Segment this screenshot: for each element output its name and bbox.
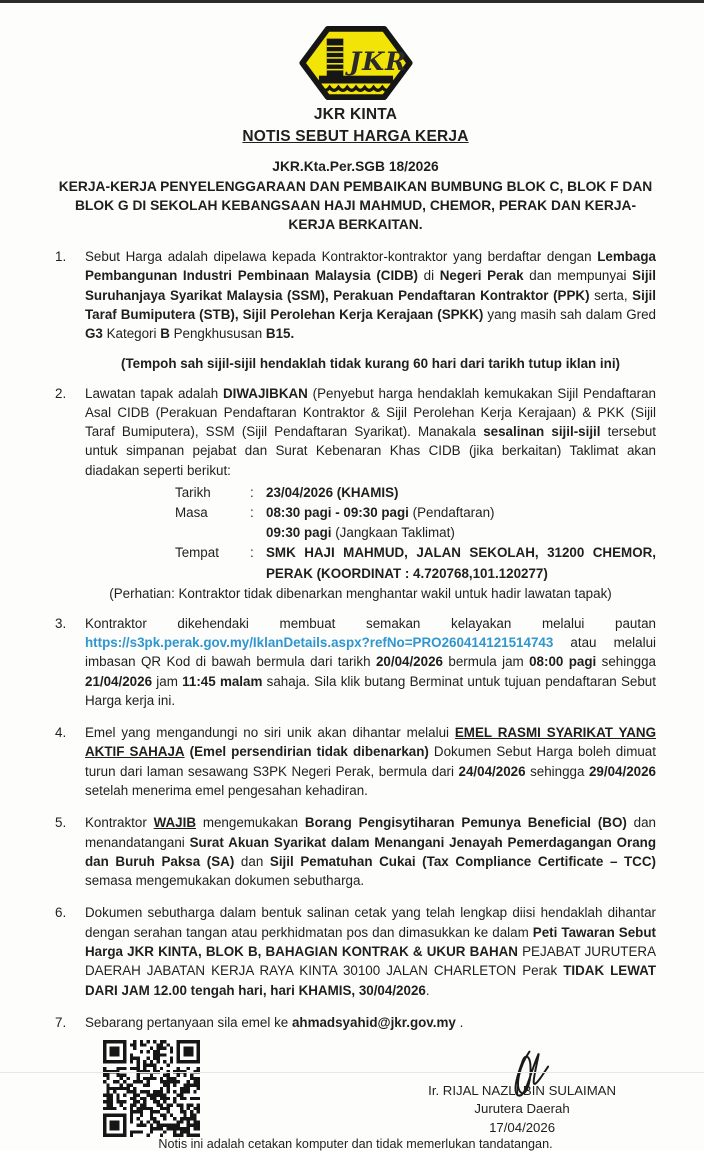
briefing-row-date — [175, 483, 656, 503]
text-run: (Pendaftaran) — [408, 505, 495, 521]
value-line — [266, 543, 656, 583]
clause-text — [85, 384, 656, 480]
text-run: 23/04/2026 (KHAMIS) — [266, 485, 399, 501]
clause-text — [85, 903, 656, 999]
row-separator: : — [250, 545, 254, 561]
site-visit-attention-note: (Perhatian: Kontraktor tidak dibenarkan menghantar wakil untuk hadir lawatan tapak) — [109, 585, 612, 601]
briefing-row-time — [175, 503, 656, 543]
text-run: Dokumen Sebut Harga boleh dimuat turun dari laman sesawang S3PK Negeri Perak, bermula dari — [85, 744, 656, 779]
row-label: Tarikh — [175, 485, 211, 501]
clause-number: 2. — [55, 385, 67, 401]
text-run: G3 — [85, 326, 103, 342]
row-separator: : — [250, 505, 254, 521]
clause-text — [85, 813, 656, 890]
computer-generated-note: Notis ini adalah cetakan komputer dan tidak memerlukan tandatangan. — [158, 1137, 553, 1151]
text-run: Emel yang mengandungi no siri unik akan dihantar melalui — [85, 725, 455, 741]
scan-edge-top — [0, 0, 704, 3]
row-value — [266, 503, 656, 543]
text-run: dan menandatangani — [85, 815, 656, 850]
text-run: 24/04/2026 — [458, 763, 526, 779]
text-run: sehingga — [596, 654, 657, 670]
text-run: setelah menerima emel pengesahan kehadiran. — [85, 782, 368, 798]
text-run: Sijil Pematuhan Cukai (Tax Compliance Certificate – TCC) — [269, 853, 656, 869]
text-run: Peti Tawaran Sebut Harga JKR KINTA, BLOK B, BAHAGIAN KONTRAK & UKUR BAHAN — [85, 924, 656, 960]
text-run: TIDAK LEWAT DARI JAM 12.00 tengah hari, hari KHAMIS, 30/04/2026 — [85, 963, 656, 998]
text-run: . — [455, 1014, 464, 1030]
clause-4 — [55, 723, 656, 800]
text-run: (Emel persendirian tidak dibenarkan) — [189, 744, 429, 760]
clause-number: 3. — [55, 615, 67, 631]
text-run: sahaja. Sila klik butang Berminat untuk tujuan pendaftaran Sebut Harga kerja ini. — [85, 673, 656, 708]
text-run: mengemukakan — [196, 815, 305, 831]
reference-number: JKR.Kta.Per.SGB 18/2026 — [272, 159, 439, 174]
text-run: Sebut Harga adalah dipelawa kepada Kontraktor-kontraktor yang berdaftar dengan — [85, 249, 598, 265]
text-run: atau melalui imbasan QR Kod di bawah bermula dari tarikh — [85, 634, 656, 670]
row-separator: : — [250, 485, 254, 501]
jkr-crest-icon — [297, 24, 415, 102]
clause-text — [85, 614, 656, 710]
document-header — [55, 24, 656, 234]
signature-block — [428, 1046, 626, 1137]
text-run: semasa mengemukakan dokumen sebutharga. — [85, 873, 365, 889]
clause-2 — [55, 384, 656, 480]
text-run: ahmadsyahid@jkr.gov.my — [291, 1014, 456, 1030]
clause-number: 4. — [55, 725, 67, 741]
text-run: serta, — [589, 287, 633, 303]
qualification-check-link[interactable]: https://s3pk.perak.gov.my/IklanDetails.aspx?refNo=PRO260414121514743 — [85, 634, 554, 650]
clause-number: 1. — [55, 249, 67, 265]
clause-number: 5. — [55, 815, 67, 831]
text-run: 09:30 pagi — [266, 525, 332, 541]
signatory-name: Ir. RIJAL NAZLI BIN SULAIMAN — [428, 1082, 616, 1098]
scan-edge-bottom — [0, 1072, 704, 1073]
value-line — [266, 483, 656, 503]
text-run: Negeri Perak — [439, 268, 524, 284]
text-run: Sijil Suruhanjaya Syarikat Malaysia (SSM), Perakuan Pendaftaran Kontraktor (PPK) — [85, 268, 656, 303]
certificate-validity-note: (Tempoh sah sijil-sijil hendaklah tidak kurang 60 hari dari tarikh tutup iklan ini) — [120, 355, 621, 371]
text-run: jam — [152, 673, 183, 689]
site-briefing-table — [175, 483, 656, 584]
text-run: Lawatan tapak adalah — [85, 385, 224, 401]
text-run: sesalinan sijil-sijil — [483, 424, 601, 440]
text-run: Borang Pengisytiharan Pemunya Beneficial (BO) — [304, 815, 627, 831]
text-run: Kontraktor dikehendaki membuat semakan kelayakan melalui pautan — [85, 615, 656, 631]
clause-number: 6. — [55, 905, 67, 921]
text-run: (Jangkaan Taklimat) — [331, 525, 455, 541]
qr-code-image — [103, 1040, 200, 1137]
text-run: Sebarang pertanyaan sila emel ke — [85, 1014, 292, 1030]
text-run: Sijil Taraf Bumiputera (STB), Sijil Perolehan Kerja Kerajaan (SPKK) — [85, 287, 656, 322]
notice-type-title: NOTIS SEBUT HARGA KERJA — [242, 128, 469, 145]
text-run: 08:00 pagi — [529, 654, 597, 670]
text-run: . — [425, 982, 430, 998]
value-line — [266, 503, 656, 523]
clause-1 — [55, 247, 656, 343]
value-line — [266, 523, 656, 543]
text-run: bermula jam — [442, 654, 530, 670]
text-run: 20/04/2026 — [375, 654, 443, 670]
organization-name: JKR KINTA — [313, 106, 398, 123]
briefing-row-venue — [175, 543, 656, 583]
text-run: Lembaga Pembangunan Industri Pembinaan Malaysia (CIDB) — [85, 249, 656, 284]
clause-text — [85, 247, 656, 343]
text-run: Kontraktor — [85, 815, 154, 831]
clause-7 — [55, 1013, 656, 1032]
text-run: 29/04/2026 — [588, 763, 656, 779]
text-run: dan mempunyai — [523, 268, 633, 284]
text-run: PEJABAT JURUTERA DAERAH JABATAN KERJA RAYA KINTA 30100 JALAN CHARLETON Perak — [85, 944, 657, 979]
row-label: Tempat — [175, 545, 219, 561]
text-run: dan — [234, 853, 270, 869]
signature-date: 17/04/2026 — [489, 1119, 556, 1135]
text-run: SMK HAJI MAHMUD, JALAN SEKOLAH, 31200 CHEMOR, PERAK (KOORDINAT : 4.720768,101.120277) — [266, 545, 656, 581]
text-run: 08:30 pagi - 09:30 pagi — [266, 505, 409, 521]
jkr-logo-icon — [55, 24, 656, 102]
text-run: 21/04/2026 — [85, 673, 153, 689]
qr-code-icon — [103, 1040, 200, 1137]
text-run: yang masih sah dalam Gred — [483, 306, 656, 322]
text-run: EMEL RASMI SYARIKAT YANG AKTIF SAHAJA — [85, 725, 656, 760]
text-run: Dokumen sebutharga dalam bentuk salinan cetak yang telah lengkap diisi hendaklah dihantar dengan serahan tangan atau perkhidmatan pos dan dimasukkan ke dalam — [85, 905, 656, 940]
text-run: Kategori — [102, 326, 161, 342]
text-run: di — [417, 268, 440, 284]
clause-text — [85, 1013, 656, 1032]
project-title: KERJA-KERJA PENYELENGGARAAN DAN PEMBAIKAN BUMBUNG BLOK C, BLOK F DAN BLOK G DI SEKOLAH KEBANGSAAN HAJI MAHMUD, CHEMOR, PERAK DAN KERJA-KERJA BERKAITAN. — [58, 179, 653, 233]
clause-3 — [55, 614, 656, 710]
text-run: B — [160, 326, 170, 342]
logo-text: JKR — [348, 45, 407, 76]
text-run: sehingga — [525, 763, 589, 779]
text-run: tersebut untuk simpanan pejabat dan Surat Kebenaran Khas CIDB (jika berkaitan) Taklimat akan diadakan seperti berikut: — [85, 424, 656, 478]
clause-number: 7. — [55, 1014, 67, 1030]
signatory-title: Jurutera Daerah — [474, 1101, 570, 1117]
text-run: WAJIB — [153, 815, 197, 831]
text-run: (Penyebut harga hendaklah kemukakan Sijil Pendaftaran Asal CIDB (Perakuan Pendaftaran Kontraktor & Sijil Perolehan Kerja Kerajaan) & PKK (Sijil Taraf Bumiputera), SSM (Sijil Pendaftaran Syarikat). Manakala — [85, 385, 657, 440]
clause-5 — [55, 813, 656, 890]
text-run: Pengkhususan — [169, 326, 266, 342]
text-run: Surat Akuan Syarikat dalam Menangani Jenayah Pemerdagangan Orang dan Buruh Paksa (SA) — [85, 834, 657, 869]
clause-6 — [55, 903, 656, 999]
clause-text — [85, 723, 656, 800]
row-label: Masa — [175, 505, 208, 521]
signature-section — [55, 1040, 656, 1137]
text-run: 11:45 malam — [182, 673, 263, 689]
text-run: B15. — [265, 326, 295, 342]
text-run: DIWAJIBKAN — [223, 385, 308, 401]
row-value — [266, 483, 656, 503]
row-value — [266, 543, 656, 583]
